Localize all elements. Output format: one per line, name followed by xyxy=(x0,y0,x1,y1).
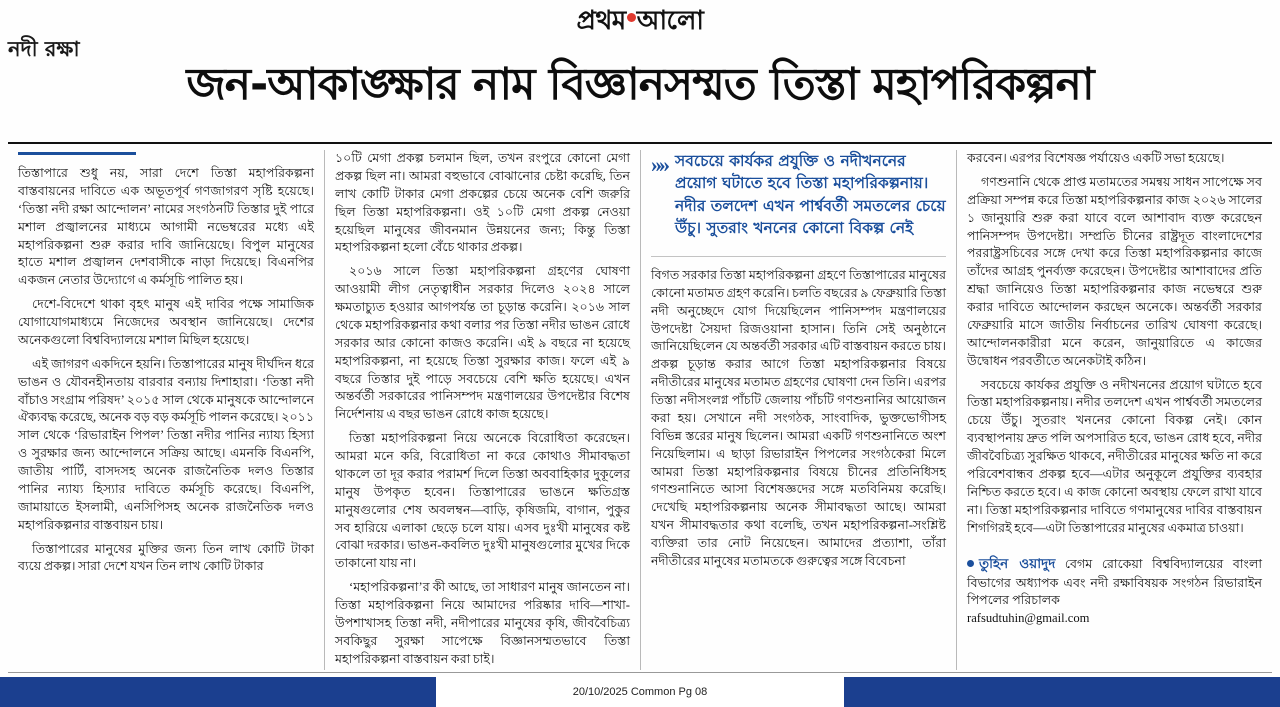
masthead xyxy=(0,4,1280,38)
column-1 xyxy=(8,150,324,670)
paragraph: এই জাগরণ একদিনে হয়নি। তিস্তাপারের মানুষ দীর্ঘদিন ধরে ভাঙন ও যৌবনহীনতায় বারবার বন্যায় দিশাহারা। ‘তিস্তা নদী বাঁচাও সংগ্রাম পরিষদ’ ২০১৫ সাল থেকে মানুষকে আন্দোলনে ঐক্যবদ্ধ করেছে, অনেক বড় বড় কর্মসূচি পালন করেছে। ২০১১ সাল থেকে ‘রিভারাইন পিপল’ তিস্তা নদীর পানির ন্যায্য হিস্যা ও সুরক্ষার জন্য আন্দোলনে সক্রিয় আছে। এমনকি বিএনপি, জাতীয় পার্টি, বাসদসহ অনেক রাজনৈতিক দলও তিস্তার পানির ন্যায্য হিস্যার দাবিতে কর্মসূচি করেছে। বিএনপি, জামায়াতে ইসলামী, এনসিপিসহ অনেক রাজনৈতিক দলও মহাপরিকল্পনার বাস্তবায়ন চায়। xyxy=(18,356,314,532)
author-bio-name: তুহিন ওয়াদুদ xyxy=(979,556,1056,573)
prothom-alo-logo[interactable] xyxy=(577,8,704,34)
pull-quote xyxy=(651,150,946,246)
paragraph: গণশুনানি থেকে প্রাপ্ত মতামতের সমন্বয় সাধন সাপেক্ষে সব প্রক্রিয়া সম্পন্ন করে তিস্তা মহাপরিকল্পনার কাজ ২০২৬ সালের ১ জানুয়ারি শুরু করা যাবে বলে আশাবাদ ব্যক্ত করেছেন পানিসম্পদ উপদেষ্টা। সম্প্রতি চীনের রাষ্ট্রদূত বাংলাদেশের পররাষ্ট্রসচিবের সঙ্গে দেখা করে তিস্তা মহাপরিকল্পনার কাজে তাঁদের আগ্রহ পুনর্ব্যক্ত করেছেন। উপদেষ্টার আশাবাদের প্রতি শ্রদ্ধা জানিয়েও তিস্তা মহাপরিকল্পনার কাজ নভেম্বরে শুরু করার দাবিতে আন্দোলন করছেন অনেকে। অন্তর্বর্তী সরকার ফেব্রুয়ারি মাসে জাতীয় নির্বাচনের তারিখ ঘোষণা করেছে। আন্দোলনকারীরা মনে করেন, জানুয়ারিতে এ কাজের উদ্বোধন পরবর্তীতে অনেকটাই কঠিন। xyxy=(967,174,1262,368)
column-2 xyxy=(324,150,640,670)
bullet-icon xyxy=(967,560,974,567)
headline-divider xyxy=(8,142,1272,144)
paragraph: করবেন। এরপর বিশেষজ্ঞ পর্যায়েও একটি সভা হয়েছে। xyxy=(967,151,1225,165)
double-chevron-right-icon: »» xyxy=(651,152,667,177)
paragraph: সবচেয়ে কার্যকর প্রযুক্তি ও নদীখননের প্রয়োগ ঘটাতে হবে তিস্তা মহাপরিকল্পনায়। নদীর তলদেশ এখন পার্শ্ববর্তী সমতলের চেয়ে উঁচু। সুতরাং খননের কোনো বিকল্প নেই। কোন ব্যবস্থাপনায় দ্রুত পলি অপসারিত হবে, ভাঙন রোধ হবে, নদীর জীববৈচিত্র্য সুরক্ষিত থাকবে, নদীতীরের মানুষের ক্ষতি না করে পরিবেশবান্ধব প্রকল্প হবে—এটার অনুকূলে প্রযুক্তির ব্যবহার নিশ্চিত করতে হবে। এ কাজ কোনো অবস্থায় ফেলে রাখা যাবে না। তিস্তা মহাপরিকল্পনার দাবিতে গণমানুষের দাবির বাস্তবায়ন শিগগিরই হবে—এটা তিস্তাপারের মানুষের একমাত্র চাওয়া। xyxy=(967,377,1262,535)
article-columns xyxy=(8,150,1272,670)
paragraph: তিস্তা মহাপরিকল্পনা নিয়ে অনেকে বিরোধিতা করেছেন। আমরা মনে করি, বিরোধিতা না করে কোথাও সীমাবদ্ধতা থাকলে তা দূর করার পরামর্শ দিলে তিস্তা অববাহিকার দুকূলের মানুষ উপকৃত হবেন। তিস্তাপারের ভাঙনে ক্ষতিগ্রস্ত মানুষগুলোর শেষ অবলম্বন—বাড়ি, কৃষিজমি, বাগান, পুকুর সব হারিয়ে এলাকা ছেড়ে চলে যায়। এসব দুঃখী মানুষের কষ্ট বোঝা দরকার। ভাঙন-কবলিত দুঃখী মানুষগুলোর মুখের দিকে তাকানো যায় না। xyxy=(335,431,630,571)
pull-quote-text: সবচেয়ে কার্যকর প্রযুক্তি ও নদীখননের প্রয়োগ ঘটাতে হবে তিস্তা মহাপরিকল্পনায়। নদীর তলদেশ এখন পার্শ্ববর্তী সমতলের চেয়ে উঁচু। সুতরাং খননের কোনো বিকল্প নেই xyxy=(675,152,946,238)
author-bio xyxy=(967,547,1262,628)
paragraph: ২০১৬ সালে তিস্তা মহাপরিকল্পনা গ্রহণের ঘোষণা আওয়ামী লীগ নেতৃত্বাধীন সরকার দিলেও ২০২৪ সালে ক্ষমতাচ্যুত হওয়ার আগপর্যন্ত তা চূড়ান্ত করেনি। ২০১৬ সাল থেকে মহাপরিকল্পনার কথা বলার পর তিস্তা নদীর ভাঙন রোধে সরকার আর কোনো কাজও করেনি। এই ৯ বছরে না হয়েছে মহাপরিকল্পনা, না হয়েছে তিস্তা সুরক্ষার কাজ। ফলে এই ৯ বছরে তিস্তার দুই পাড়ে সবচেয়ে বেশি ক্ষতি হয়েছে। এখন অন্তর্বর্তী সরকারের পানিসম্পদ মন্ত্রণালয়ের উপদেষ্টার বিশেষ নির্দেশনায় এ বছর ভাঙন রোধে কাজ হয়েছে। xyxy=(335,264,630,422)
paragraph: ‘মহাপরিকল্পনা’র কী আছে, তা সাধারণ মানুষ জানতেন না। তিস্তা মহাপরিকল্পনা নিয়ে আমাদের পরিষ্কার দাবি—শাখা-উপশাখাসহ তিস্তা নদী, নদীপারের মানুষের কৃষি, জীববৈচিত্র্য সবকিছুর সুরক্ষা সাপেক্ষে বিজ্ঞানসম্মতভাবে তিস্তা মহাপরিকল্পনা বাস্তবায়ন করা চাই। xyxy=(335,580,630,666)
footer-text: 20/10/2025 Common Pg 08 xyxy=(572,686,708,698)
paragraph: দেশে-বিদেশে থাকা বৃহৎ মানুষ এই দাবির পক্ষে সামাজিক যোগাযোগমাধ্যমে নিজেদের অবস্থান জানিয়েছে। দেশের অনেকগুলো বিশ্ববিদ্যালয়ে মশাল মিছিল হয়েছে। xyxy=(18,297,314,347)
author-bio-text: বেগম রোকেয়া বিশ্ববিদ্যালয়ের বাংলা বিভাগের অধ্যাপক এবং নদী রক্ষাবিষয়ক সংগঠন রিভারাইন পিপলের পরিচালক xyxy=(967,557,1262,608)
red-dot-logo-icon xyxy=(627,13,636,22)
logo-text-before: প্রথম xyxy=(576,6,626,36)
byline-divider xyxy=(18,152,136,155)
column-4 xyxy=(956,150,1272,670)
footer-divider xyxy=(8,672,1272,673)
author-email[interactable]: rafsudtuhin@gmail.com xyxy=(967,611,1090,626)
paragraph: তিস্তাপারের মানুষের মুক্তির জন্য তিন লাখ কোটি টাকা ব্যয়ে প্রকল্প। সারা দেশে যখন তিন লাখ কোটি টাকার xyxy=(18,541,314,574)
paragraph: ১০টি মেগা প্রকল্প চলমান ছিল, তখন রংপুরে কোনো মেগা প্রকল্প ছিল না। আমরা বহুভাবে বোঝানোর চেষ্টা করেছি, তিন লাখ কোটি টাকার মেগা প্রকল্পের চেয়ে অনেক বেশি জরুরি ছিল তিস্তা মহাপরিকল্পনা। ওই ১০টি মেগা প্রকল্প নেওয়া হয়েছিল মানুষের জীবনমান উন্নয়নের জন্য; কিন্তু তিস্তা মহাপরিকল্পনা হলো বেঁচে থাকার প্রকল্প। xyxy=(335,151,630,255)
logo-text-after: আলো xyxy=(636,6,704,36)
page-title: জন-আকাঙ্ক্ষার নাম বিজ্ঞানসম্মত তিস্তা মহাপরিকল্পনা xyxy=(186,59,1094,110)
footer-caption xyxy=(436,677,844,707)
pull-quote-divider xyxy=(651,256,946,257)
paragraph: তিস্তাপারে শুধু নয়, সারা দেশে তিস্তা মহাপরিকল্পনা বাস্তবায়নের দাবিতে এক অভূতপূর্ব গণজাগরণ সৃষ্টি হয়েছে। ‘তিস্তা নদী রক্ষা আন্দোলন’ নামের সংগঠনটি তিস্তার দুই পারে মশাল প্রজ্বালনের মাধ্যমে আগামী নভেম্বরের মধ্যে এই মহাপরিকল্পনা শুরু করার দাবি জানিয়েছে। বিপুল মানুষের হাতে মশাল প্রজ্বালন দেশবাসীকে নাড়া দিয়েছে। বিএনপির একজন নেতার উদ্যোগে এ কর্মসূচি পালিত হয়। xyxy=(18,166,314,288)
paragraph: বিগত সরকার তিস্তা মহাপরিকল্পনা গ্রহণে তিস্তাপারের মানুষের কোনো মতামত গ্রহণ করেনি। চলতি বছরের ৯ ফেব্রুয়ারি তিস্তা নদী অনুচ্ছেদে যোগ দিয়েছিলেন পানিসম্পদ মন্ত্রণালয়ের উপদেষ্টা সৈয়দা রিজওয়ানা হাসান। তিনি সেই অনুষ্ঠানে জানিয়েছিলেন যে অন্তর্বর্তী সরকার এটি বাস্তবায়ন করতে চায়। প্রকল্প চূড়ান্ত করার আগে তিস্তা মহাপরিকল্পনার বিষয়ে নদীতীরের মানুষের মতামত গ্রহণের ঘোষণা দেন তিনি। এরপর তিস্তা নদীসংলগ্ন পাঁচটি জেলায় পাঁচটি গণশুনানির আয়োজন করা হয়। সেখানে নদী সংগঠক, সাংবাদিক, ভুক্তভোগীসহ বিভিন্ন স্তরের মানুষ ছিলেন। আমরা একটি গণশুনানিতে অংশ নিয়েছিলাম। এ ছাড়া রিভারাইন পিপলের সংগঠকেরা মিলে আমরা তিস্তা মহাপরিকল্পনার বিষয়ে চীনের প্রতিনিধিসহ গণশুনানিতে আসা বিশেষজ্ঞদের সঙ্গে মতবিনিময় করেছি। দেখেছি মহাপরিকল্পনায় অনেক সীমাবদ্ধতা আছে। আমরা যখন সীমাবদ্ধতার কথা বলেছি, তখন মহাপরিকল্পনা-সংশ্লিষ্ট ব্যক্তিরা তার নোট নিয়েছেন। আমাদের প্রত্যাশা, তাঁরা নদীতীরের মানুষের মতামতকে গুরুত্বের সঙ্গে বিবেচনা xyxy=(651,267,946,568)
section-label: নদী রক্ষা xyxy=(8,37,80,61)
column-3 xyxy=(640,150,956,670)
